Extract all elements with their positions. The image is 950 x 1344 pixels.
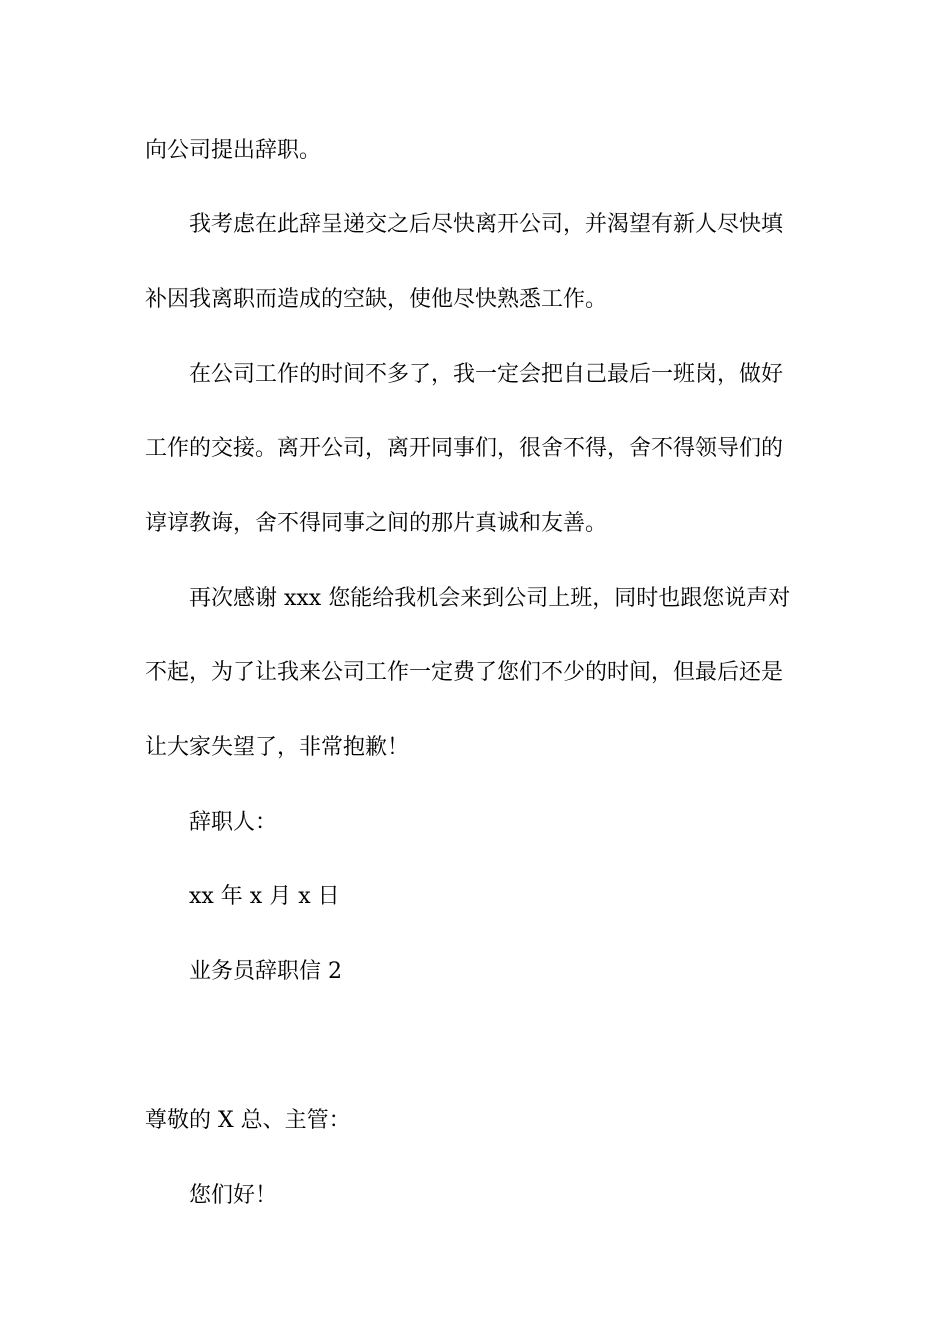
date-line: xx 年 x 月 x 日 [189, 884, 340, 909]
paragraph-line: 让大家失望了，非常抱歉！ [145, 735, 410, 760]
section-title: 业务员辞职信 2 [189, 959, 342, 984]
paragraph-line: 向公司提出辞职。 [145, 138, 322, 163]
paragraph-line: 工作的交接。离开公司，离开同事们，很舍不得，舍不得领导们的 [145, 436, 784, 461]
paragraph-line: 谆谆教诲，舍不得同事之间的那片真诚和友善。 [145, 511, 608, 536]
paragraph-line: 在公司工作的时间不多了，我一定会把自己最后一班岗，做好 [189, 362, 784, 387]
paragraph-line: 不起，为了让我来公司工作一定费了您们不少的时间，但最后还是 [145, 660, 784, 685]
greeting: 您们好！ [189, 1183, 278, 1208]
paragraph-line: 补因我离职而造成的空缺，使他尽快熟悉工作。 [145, 287, 608, 312]
paragraph-line: 再次感谢 xxx 您能给我机会来到公司上班，同时也跟您说声对 [189, 586, 791, 611]
salutation: 尊敬的 X 总、主管： [145, 1108, 351, 1133]
paragraph-line: 我考虑在此辞呈递交之后尽快离开公司，并渴望有新人尽快填 [189, 212, 784, 237]
signature-label: 辞职人： [189, 810, 278, 835]
